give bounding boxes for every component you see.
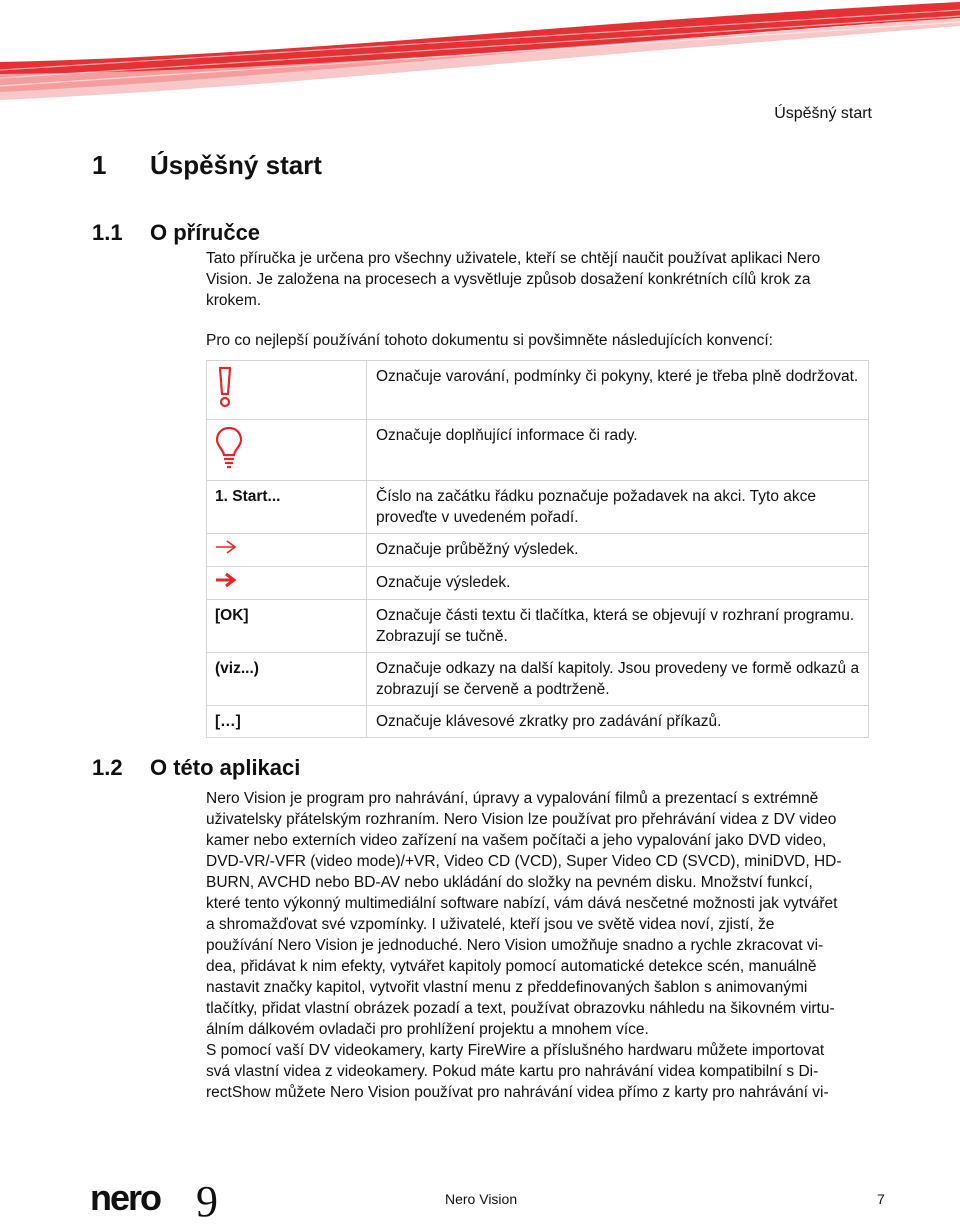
lightbulb-icon [215, 425, 243, 469]
convention-symbol: 1. Start... [207, 481, 367, 534]
convention-row [207, 600, 869, 653]
convention-row [207, 534, 869, 567]
convention-row [207, 420, 869, 481]
convention-symbol: [OK] [207, 600, 367, 653]
convention-symbol [207, 420, 367, 481]
paragraph-line: rectShow můžete Nero Vision používat pro nahrávání videa přímo z karty pro nahrávání vi- [206, 1084, 829, 1101]
convention-row [207, 481, 869, 534]
convention-text: Označuje části textu či tlačítka, která se objevují v rozhraní programu. Zobrazují se tučně. [367, 600, 869, 653]
convention-text: Číslo na začátku řádku poznačuje požadavek na akci. Tyto akce proveďte v uvedeném pořadí. [367, 481, 869, 534]
paragraph-line: uživatelsky přátelským rozhraním. Nero Vision lze používat pro přehrávání videa z DV video [206, 811, 837, 828]
paragraph-line: které tento výkonný multimediální software nabízí, vám dává nesčetné možnosti jak vytvářet [206, 895, 838, 912]
intro-paragraph: Tato příručka je určena pro všechny uživatele, kteří se chtějí naučit používat aplikaci Nero Vision. Je založena na procesech a vysvětluje způsob dosažení konkrétních cílů krok za krokem. [206, 250, 821, 309]
section-number: 1.1 [92, 220, 123, 245]
convention-text: Označuje klávesové zkratky pro zadávání příkazů. [367, 706, 869, 738]
convention-text: Označuje doplňující informace či rady. [367, 420, 869, 481]
paragraph-line: dea, přidávat k nim efekty, vytvářet kapitoly pomocí automatické detekce scén, manuálně [206, 958, 817, 975]
bold-arrow-icon [215, 572, 237, 588]
header-swoosh [0, 0, 960, 110]
page-number: 7 [877, 1191, 885, 1207]
paragraph-line: svá vlastní videa z videokamery. Pokud máte kartu pro nahrávání videa kompatibilní s Di- [206, 1063, 819, 1080]
convention-text: Označuje odkazy na další kapitoly. Jsou provedeny ve formě odkazů a zobrazují se červeně a podtrženě. [367, 653, 869, 706]
section-number: 1.2 [92, 755, 123, 780]
convention-text: Označuje výsledek. [367, 567, 869, 600]
section-heading-1-1 [92, 220, 260, 246]
nero-9-logo [90, 1180, 230, 1222]
chapter-heading [92, 150, 322, 181]
convention-symbol: (viz...) [207, 653, 367, 706]
svg-text:nero: nero [90, 1180, 161, 1218]
convention-symbol [207, 361, 367, 420]
paragraph-line: tlačítky, přidat vlastní obrázek pozadí a text, používat obrazovku náhledu na šikovném virtu- [206, 1000, 835, 1017]
paragraph-line: používání Nero Vision je jednoduché. Nero Vision umožňuje snadno a rychle zkracovat vi- [206, 937, 824, 954]
thin-arrow-icon [215, 539, 237, 555]
convention-row [207, 567, 869, 600]
convention-symbol: […] [207, 706, 367, 738]
running-header-title: Úspěšný start [774, 105, 872, 122]
convention-text: Označuje průběžný výsledek. [367, 534, 869, 567]
convention-symbol [207, 567, 367, 600]
conventions-table [206, 360, 869, 738]
svg-text:9: 9 [196, 1180, 218, 1222]
paragraph-line: a shromažďovat své vzpomínky. I uživatelé, kteří jsou ve světě videa noví, zjistí, že [206, 916, 775, 933]
paragraph-line: BURN, AVCHD nebo BD-AV nebo ukládání do složky na pevném disku. Množství funkcí, [206, 874, 813, 891]
paragraph-line: nastavit značky kapitol, vytvořit vlastní menu z předdefinovaných šablon s animovanými [206, 979, 808, 996]
paragraph-line: Nero Vision je program pro nahrávání, úpravy a vypalování filmů a prezentací s extrémně [206, 790, 819, 807]
convention-row [207, 706, 869, 738]
section-title: O příručce [150, 220, 261, 245]
convention-row [207, 653, 869, 706]
convention-row [207, 361, 869, 420]
paragraph-line: DVD-VR/-VFR (video mode)/+VR, Video CD (VCD), Super Video CD (SVCD), miniDVD, HD- [206, 853, 842, 870]
chapter-number: 1 [92, 150, 107, 180]
chapter-title: Úspěšný start [150, 150, 322, 180]
convention-text: Označuje varování, podmínky či pokyny, které je třeba plně dodržovat. [367, 361, 869, 420]
section-title: O této aplikaci [150, 755, 301, 780]
conventions-lead: Pro co nejlepší používání tohoto dokumentu si povšimněte následujících konvencí: [206, 332, 773, 349]
about-paragraph [206, 788, 876, 1103]
paragraph-line: kamer nebo externích video zařízení na vašem počítači a jeho vypalování jako DVD video, [206, 832, 827, 849]
footer-product: Nero Vision [445, 1191, 518, 1207]
paragraph-line: S pomocí vaší DV videokamery, karty FireWire a příslušného hardwaru můžete importovat [206, 1042, 825, 1059]
warning-icon [215, 366, 235, 408]
paragraph-line: álním dálkovém ovladači pro prohlížení projektu a mnohem více. [206, 1021, 649, 1038]
convention-symbol [207, 534, 367, 567]
section-heading-1-2 [92, 755, 300, 781]
